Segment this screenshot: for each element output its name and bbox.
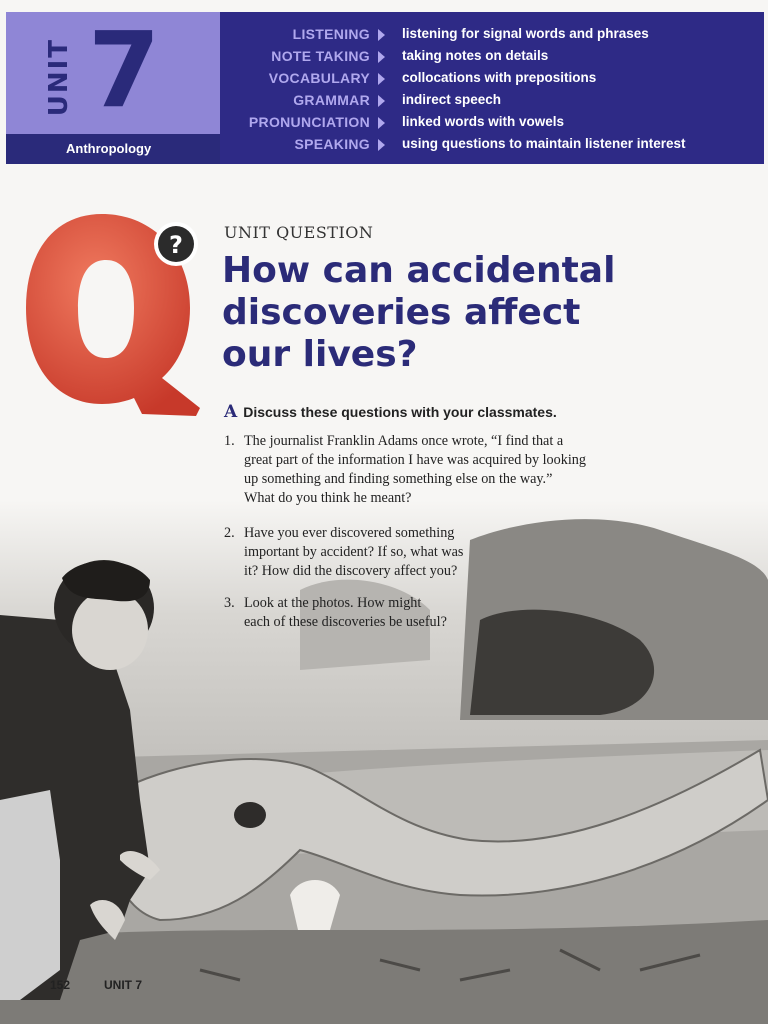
question-line: important by accident? If so, what was (244, 544, 464, 560)
subject-label: Anthropology (66, 141, 152, 156)
activity-heading (224, 402, 557, 422)
unit-question-line: our lives? (222, 334, 418, 375)
question-text (244, 432, 586, 508)
activity-instruction: Discuss these questions with your classmates. (243, 404, 557, 420)
arrow-right-icon (378, 117, 385, 129)
skill-name: GRAMMAR (293, 92, 370, 108)
question-line: up something and finding something else on the way.” (244, 471, 553, 487)
unit-question-label: UNIT QUESTION (224, 223, 374, 242)
unit-word: UNIT (44, 38, 74, 117)
question-line: it? How did the discovery affect you? (244, 563, 458, 579)
unit-question-line: How can accidental (222, 250, 616, 291)
skill-desc: listening for signal words and phrases (402, 26, 649, 41)
arrow-right-icon (378, 139, 385, 151)
subject-bar (6, 134, 220, 164)
skill-row (220, 112, 764, 134)
arrow-right-icon (378, 95, 385, 107)
skill-desc: taking notes on details (402, 48, 549, 63)
arrow-right-icon (378, 73, 385, 85)
q-logo (22, 208, 206, 420)
question-line: Have you ever discovered something (244, 525, 455, 541)
question-number: 2. (224, 525, 235, 541)
skill-desc: using questions to maintain listener interest (402, 136, 686, 151)
skill-row (220, 24, 764, 46)
skill-row (220, 134, 764, 156)
question-line: Look at the photos. How might (244, 595, 422, 611)
arrow-right-icon (378, 29, 385, 41)
unit-badge (6, 9, 220, 164)
skill-name: LISTENING (292, 26, 370, 42)
question-line: What do you think he meant? (244, 490, 412, 506)
skill-desc: collocations with prepositions (402, 70, 597, 85)
q-badge: ? (169, 231, 183, 259)
skill-desc: linked words with vowels (402, 114, 565, 129)
skill-name: PRONUNCIATION (248, 114, 370, 130)
skills-panel (220, 12, 764, 164)
question-line: The journalist Franklin Adams once wrote, “I find that a (244, 433, 564, 449)
skill-row (220, 68, 764, 90)
activity-letter: A (224, 402, 238, 422)
question-number: 1. (224, 433, 235, 449)
question-text (244, 524, 463, 581)
arrow-right-icon (378, 51, 385, 63)
question-line: great part of the information I have was acquired by looking (244, 452, 586, 468)
skill-row (220, 46, 764, 68)
skill-desc: indirect speech (402, 92, 502, 107)
skill-row (220, 90, 764, 112)
question-line: each of these discoveries be useful? (244, 614, 447, 630)
unit-question-title (222, 250, 642, 376)
unit-number: 7 (88, 9, 161, 131)
skill-name: NOTE TAKING (271, 48, 370, 64)
question-number: 3. (224, 595, 235, 611)
question-text (244, 594, 447, 632)
skill-name: SPEAKING (294, 136, 370, 152)
skill-name: VOCABULARY (268, 70, 370, 86)
page-number: 152 (50, 978, 71, 992)
unit-question-line: discoveries affect (222, 292, 581, 333)
page-unit-label: UNIT 7 (104, 978, 143, 992)
